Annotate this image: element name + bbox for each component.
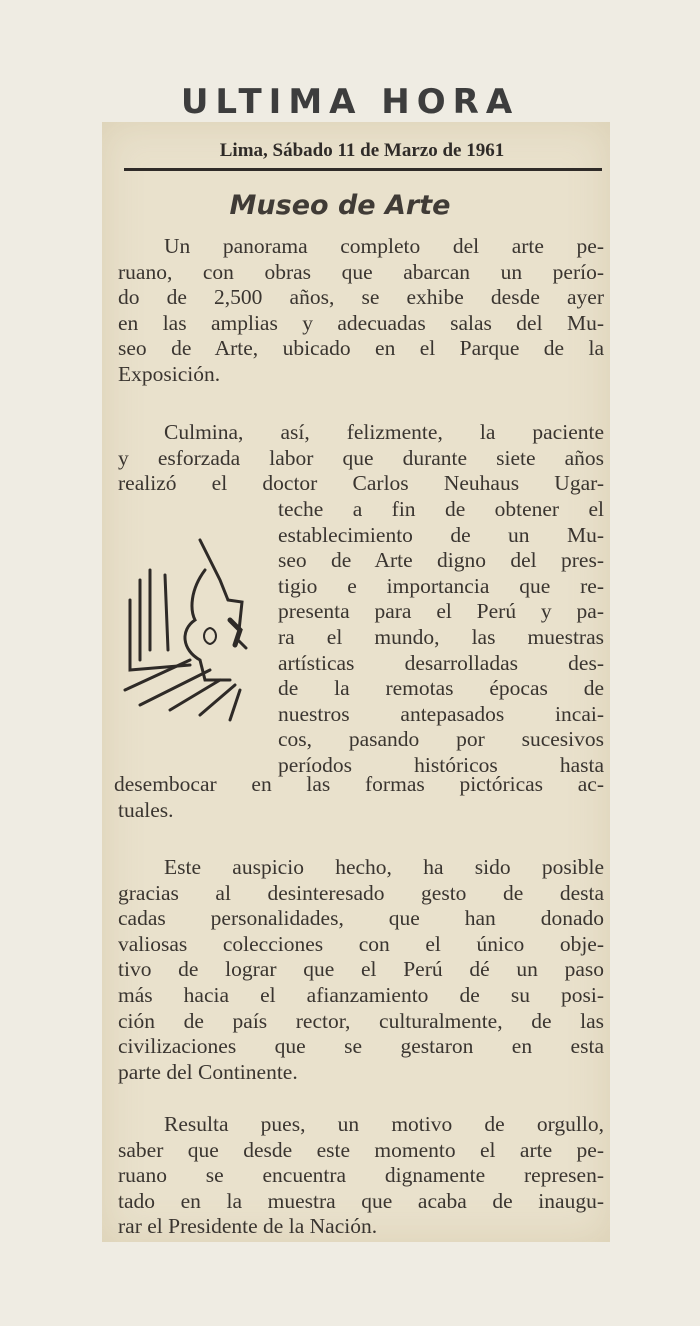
text-line: cadas personalidades, que han donado <box>118 906 604 931</box>
paragraph-2-bottom <box>114 772 604 823</box>
paragraph-2-top <box>118 420 604 497</box>
text-line: y esforzada labor que durante siete años <box>118 445 604 470</box>
text-line: Este auspicio hecho, ha sido posible <box>164 855 604 879</box>
text-line: Culmina, así, felizmente, la paciente <box>164 420 604 444</box>
text-line: tivo de lograr que el Perú dé un paso <box>118 957 604 982</box>
text-line: artísticas desarrolladas des- <box>278 650 604 675</box>
text-line: desembocar en las formas pictóricas ac- <box>114 772 604 796</box>
text-line: Exposición. <box>118 361 221 386</box>
text-line: tado en la muestra que acaba de inaugu- <box>118 1188 604 1213</box>
text-line: establecimiento de un Mu- <box>278 522 604 547</box>
paragraph-3 <box>118 855 604 1085</box>
text-line: ruano se encuentra dignamente represen- <box>118 1163 604 1188</box>
divider-rule <box>124 168 602 171</box>
text-line: seo de Arte, ubicado en el Parque de la <box>118 336 604 361</box>
text-line: períodos históricos hasta <box>278 752 604 777</box>
text-line: rar el Presidente de la Nación. <box>118 1214 378 1239</box>
text-line: valiosas colecciones con el único obje- <box>118 931 604 956</box>
text-line: ción de país rector, culturalmente, de las <box>118 1008 604 1033</box>
text-line: tuales. <box>118 797 174 822</box>
dateline: Lima, Sábado 11 de Marzo de 1961 <box>219 140 505 161</box>
text-line: presenta para el Perú y pa- <box>278 599 604 624</box>
paragraph-2-side <box>278 497 604 779</box>
text-line: teche a fin de obtener el <box>278 497 604 521</box>
sculpture-illustration <box>110 530 270 730</box>
text-line: gracias al desinteresado gesto de desta <box>118 880 604 905</box>
text-line: en las amplias y adecuadas salas del Mu- <box>118 310 604 335</box>
text-line: cos, pasando por sucesivos <box>278 727 604 752</box>
text-line: saber que desde este momento el arte pe- <box>118 1137 604 1162</box>
newspaper-masthead: ULTIMA HORA <box>180 82 520 122</box>
text-line: ruano, con obras que abarcan un perío- <box>118 259 604 284</box>
text-line: Un panorama completo del arte pe- <box>164 234 604 258</box>
text-line: civilizaciones que se gestaron en esta <box>118 1034 604 1059</box>
text-line: tigio e importancia que re- <box>278 573 604 598</box>
paragraph-1 <box>118 234 604 388</box>
text-line: Resulta pues, un motivo de orgullo, <box>164 1112 604 1136</box>
text-line: seo de Arte digno del pres- <box>278 548 604 573</box>
text-line: nuestros antepasados incai- <box>278 701 604 726</box>
text-line: más hacia el afianzamiento de su posi- <box>118 982 604 1007</box>
paragraph-4 <box>118 1112 604 1240</box>
text-line: do de 2,500 años, se exhibe desde ayer <box>118 285 604 310</box>
text-line: parte del Continente. <box>118 1059 298 1084</box>
text-line: ra el mundo, las muestras <box>278 624 604 649</box>
article-title: Museo de Arte <box>229 190 451 221</box>
text-line: realizó el doctor Carlos Neuhaus Ugar- <box>118 471 604 496</box>
text-line: de la remotas épocas de <box>278 676 604 701</box>
